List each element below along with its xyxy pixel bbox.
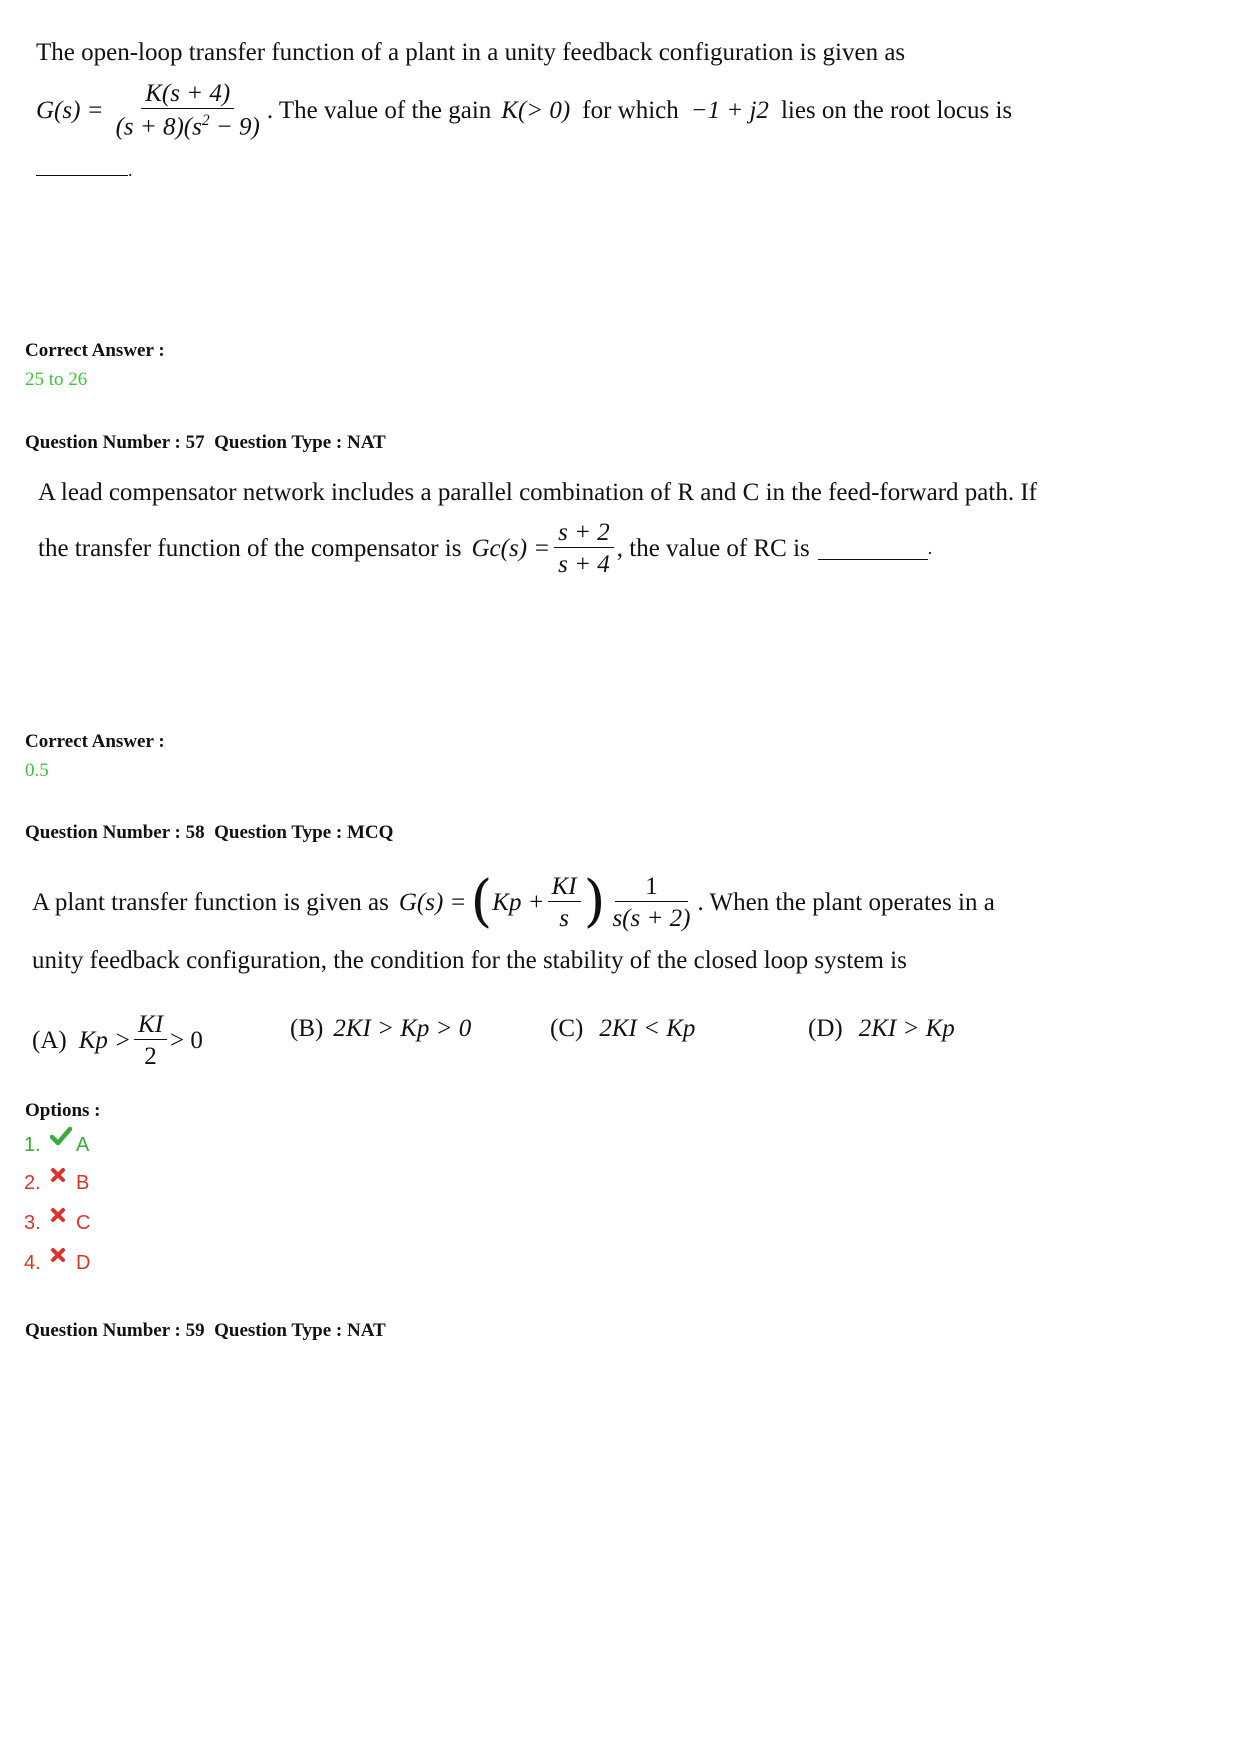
q57-blank-line bbox=[818, 537, 928, 560]
q56-g-denominator bbox=[112, 109, 264, 139]
q56-mid-text: . The value of the gain bbox=[266, 96, 492, 124]
q57-gc-denominator: s + 4 bbox=[558, 550, 610, 578]
q57-line1 bbox=[38, 480, 1218, 505]
q58-choice-a-fraction bbox=[134, 1012, 167, 1069]
option-4 bbox=[24, 1252, 90, 1275]
q57-answer-label: Correct Answer : bbox=[25, 731, 165, 752]
cross-icon bbox=[50, 1167, 76, 1189]
q56-answer-blank: . bbox=[36, 160, 236, 181]
q56-answer-value: 25 to 26 bbox=[25, 369, 88, 390]
q57-line2-suffix: , the value of RC is bbox=[616, 534, 810, 562]
q58-choice-d bbox=[808, 1006, 1068, 1050]
option-1-number: 1. bbox=[24, 1133, 41, 1156]
q58-choice-a bbox=[32, 1000, 292, 1080]
option-3-number: 3. bbox=[24, 1212, 41, 1234]
q58-choice-b-text: 2KI > Kp > 0 bbox=[333, 1014, 472, 1042]
q58-header: Question Number : 58 Question Type : MCQ bbox=[25, 822, 394, 843]
q58-options-label: Options : bbox=[25, 1100, 101, 1121]
q56-blank-line bbox=[36, 175, 128, 176]
q56-point: −1 + j2 bbox=[690, 96, 769, 124]
q56-for-which: for which bbox=[582, 96, 679, 124]
q58-ki-fraction bbox=[548, 874, 581, 931]
q58-choice-a-label: (A) bbox=[32, 1026, 67, 1054]
q58-line2-text: unity feedback configuration, the condition for the stability of the closed loop system is bbox=[32, 947, 907, 974]
q59-header: Question Number : 59 Question Type : NAT bbox=[25, 1320, 386, 1341]
q58-line2 bbox=[32, 948, 1212, 973]
q56-g-den-a: (s + 8)(s bbox=[115, 113, 202, 141]
cross-icon bbox=[50, 1207, 76, 1229]
q58-choice-b-label: (B) bbox=[290, 1014, 324, 1042]
q56-end-text: lies on the root locus is bbox=[780, 96, 1013, 124]
q58-line1-prefix: A plant transfer function is given as bbox=[32, 888, 389, 916]
q58-g-lhs: G(s) = bbox=[398, 888, 467, 916]
q58-choice-c bbox=[550, 1006, 800, 1050]
q58-choice-a-numerator: KI bbox=[134, 1012, 167, 1040]
option-2-number: 2. bbox=[24, 1172, 41, 1194]
q58-choice-c-label: (C) bbox=[550, 1014, 584, 1042]
q56-g-lhs: G(s) = bbox=[36, 96, 104, 124]
q58-tf-denominator: s(s + 2) bbox=[612, 904, 691, 932]
q58-left-paren: ( bbox=[470, 868, 493, 934]
option-4-number: 4. bbox=[24, 1252, 41, 1274]
q58-choice-c-text: 2KI < Kp bbox=[599, 1014, 696, 1042]
option-2 bbox=[24, 1172, 89, 1195]
q58-tf-numerator: 1 bbox=[615, 874, 688, 902]
q56-g-den-b: − 9) bbox=[209, 113, 260, 141]
q56-answer-label: Correct Answer : bbox=[25, 340, 165, 361]
q58-choice-a-denominator: 2 bbox=[144, 1042, 157, 1070]
q58-choice-a-lhs: Kp > bbox=[78, 1026, 132, 1054]
q58-kp: Kp + bbox=[492, 888, 545, 916]
q58-choice-d-label: (D) bbox=[808, 1014, 843, 1042]
q57-line2: the transfer function of the compensator is Gc(s) = $\frac{s + 2}{s + 4}$ , the value of RC is . bbox=[38, 518, 933, 578]
option-3-text: C bbox=[76, 1212, 91, 1234]
q57-answer-value: 0.5 bbox=[25, 760, 49, 781]
option-3 bbox=[24, 1212, 90, 1235]
option-2-text: B bbox=[76, 1172, 90, 1194]
option-1 bbox=[24, 1132, 89, 1158]
q56-line1-text: The open-loop transfer function of a plant in a unity feedback configuration is given as bbox=[36, 39, 906, 66]
q58-ki-denominator: s bbox=[559, 904, 569, 932]
q58-choice-a-rhs: > 0 bbox=[170, 1026, 203, 1054]
q58-line1-suffix: . When the plant operates in a bbox=[697, 888, 995, 916]
option-4-text: D bbox=[76, 1252, 91, 1274]
q56-g-fraction bbox=[112, 81, 264, 139]
q56-line1 bbox=[36, 40, 1216, 65]
q58-right-paren: ) bbox=[583, 868, 606, 934]
q56-g-numerator: K(s + 4) bbox=[141, 81, 234, 109]
q56-line2 bbox=[36, 72, 1216, 148]
q58-choice-d-text: 2KI > Kp bbox=[858, 1014, 955, 1042]
q57-gc-lhs: Gc(s) = bbox=[471, 534, 551, 562]
option-1-text: A bbox=[76, 1133, 90, 1156]
q56-k-cond: K(> 0) bbox=[501, 96, 571, 124]
cross-icon bbox=[50, 1247, 76, 1269]
q57-line2-prefix: the transfer function of the compensator is bbox=[38, 534, 462, 562]
check-icon bbox=[50, 1126, 76, 1152]
q58-choice-b bbox=[290, 1006, 550, 1050]
q57-line1-text: A lead compensator network includes a parallel combination of R and C in the feed-forward path. If bbox=[38, 479, 1037, 506]
q57-gc-numerator: s + 2 bbox=[554, 520, 614, 548]
q58-line1 bbox=[32, 862, 1212, 942]
q56-g-den-sup: 2 bbox=[201, 111, 210, 129]
q57-header: Question Number : 57 Question Type : NAT bbox=[25, 432, 386, 453]
q58-ki-numerator: KI bbox=[548, 874, 581, 902]
q57-gc-fraction bbox=[554, 520, 614, 577]
q58-tf-fraction bbox=[608, 874, 694, 931]
